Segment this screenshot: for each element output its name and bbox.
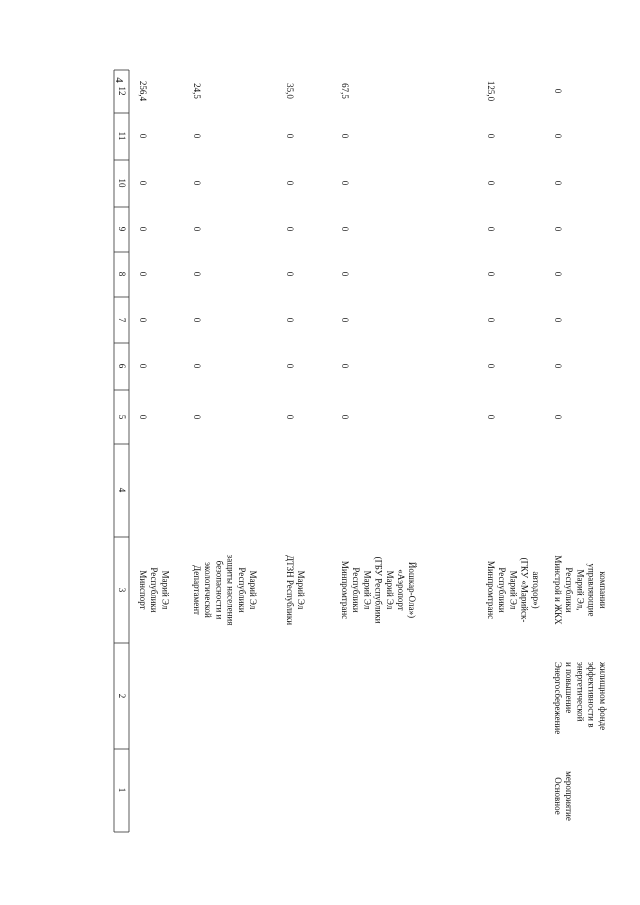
cell-value: 0 [486,317,496,323]
cell-value: 0 [486,180,496,186]
cell-value: 0 [192,180,202,186]
cell-value: 0 [340,226,350,232]
cell-value: 0 [340,133,350,139]
cell-value: 0 [192,363,202,369]
cell-responsible: (ГКУ «Марийск- [519,557,530,623]
cell-value: 0 [553,271,563,277]
cell-responsible: экологической [203,562,214,618]
cell-value: 125,0 [486,80,496,102]
rotated-table [113,70,608,832]
cell-responsible: Марий Эл [296,570,307,610]
col-header-7: 7 [117,317,127,323]
col-header-10: 10 [117,178,127,188]
cell-responsible: Марий Эл [384,570,395,610]
cell-responsible: «Аэропорт [396,569,406,611]
cell-value: 35,0 [285,83,295,99]
cell-value: 0 [553,317,563,323]
table-row [340,83,417,623]
cell-value: 0 [192,226,202,232]
page-number: 4 [113,77,125,83]
cell-responsible: Республики [236,567,247,613]
cell-responsible: Республики [351,567,362,613]
cell-responsible: Марий Эл [160,570,171,610]
cell-activity-name: и повышение [564,662,575,714]
cell-value: 0 [138,317,148,323]
cell-value: 0 [285,133,295,139]
col-header-8: 8 [117,271,127,277]
cell-value: 0 [553,363,563,369]
cell-activity-type: Основное [553,777,563,815]
col-header-11: 11 [117,131,127,141]
cell-responsible: безопасности и [214,560,225,620]
cell-value: 0 [138,180,148,186]
cell-responsible: Минпромтранс [340,560,350,620]
cell-responsible: Марий Эл, [575,569,586,611]
table-row [285,83,306,625]
cell-responsible: Марий Эл [362,570,373,610]
cell-value: 0 [138,271,148,277]
col-header-5: 5 [117,414,127,420]
cell-value: 0 [138,133,148,139]
cell-value: 0 [486,226,496,232]
cell-responsible: автодор») [530,571,541,609]
cell-responsible: управляющие [586,563,597,617]
col-header-3: 3 [117,587,127,593]
cell-responsible: Республики [497,567,508,613]
cell-responsible: Республики [149,567,160,613]
cell-value: 0 [192,271,202,277]
cell-responsible: Минпромтранс [486,560,496,620]
cell-value: 0 [285,271,295,277]
table-row [486,81,541,622]
cell-value: 0 [285,317,295,323]
cell-value: 67,5 [340,83,350,99]
cell-value: 0 [340,271,350,277]
cell-value: 0 [192,414,202,420]
cell-value: 0 [138,414,148,420]
cell-value: 0 [285,363,295,369]
col-header-4: 4 [117,487,127,493]
cell-value: 0 [486,271,496,277]
cell-value: 0 [340,180,350,186]
cell-responsible: компании [597,571,608,609]
table-row [192,83,258,625]
cell-activity-name: жилищном фонде [597,662,608,731]
cell-responsible: Департамент [192,565,202,615]
cell-responsible: защиты населения [225,554,236,626]
cell-value: 0 [553,414,563,420]
cell-value: 0 [285,226,295,232]
cell-value: 0 [553,88,563,94]
table-rows [138,81,608,821]
cell-activity-name: Энергосбережение [553,662,563,735]
table-row [138,81,170,613]
cell-value: 0 [553,180,563,186]
cell-responsible: Минспорт [138,570,148,610]
cell-value: 0 [340,363,350,369]
col-header-2: 2 [117,693,127,699]
cell-value: 0 [340,317,350,323]
cell-value: 0 [553,133,563,139]
cell-responsible: ДТЗН Республики [285,554,295,626]
cell-value: 0 [486,414,496,420]
cell-value: 0 [486,363,496,369]
cell-value: 256,4 [138,80,148,102]
cell-value: 0 [285,180,295,186]
cell-responsible: Йошкар-Ола») [407,561,418,619]
cell-value: 0 [192,317,202,323]
col-header-1: 1 [117,787,127,793]
col-header-12: 12 [117,86,127,96]
cell-activity-name: энергетической [575,662,586,722]
cell-value: 0 [192,133,202,139]
cell-responsible: Марий Эл [248,570,258,610]
cell-value: 0 [138,226,148,232]
cell-responsible: Минстрой и ЖКХ [553,555,563,625]
cell-responsible: Республики [564,567,575,613]
cell-value: 0 [285,414,295,420]
col-header-6: 6 [117,363,127,369]
cell-value: 0 [553,226,563,232]
col-header-9: 9 [117,226,127,232]
cell-activity-type: мероприятие [564,771,575,821]
cell-value: 24,5 [192,83,202,99]
cell-responsible: Марий Эл [508,570,519,610]
column-header-numbers [117,87,127,793]
table-row [553,89,608,821]
cell-value: 0 [340,414,350,420]
cell-value: 0 [486,133,496,139]
cell-responsible: (ГБУ Республики [373,556,384,624]
cell-value: 0 [138,363,148,369]
cell-activity-name: эффективности в [586,662,597,728]
